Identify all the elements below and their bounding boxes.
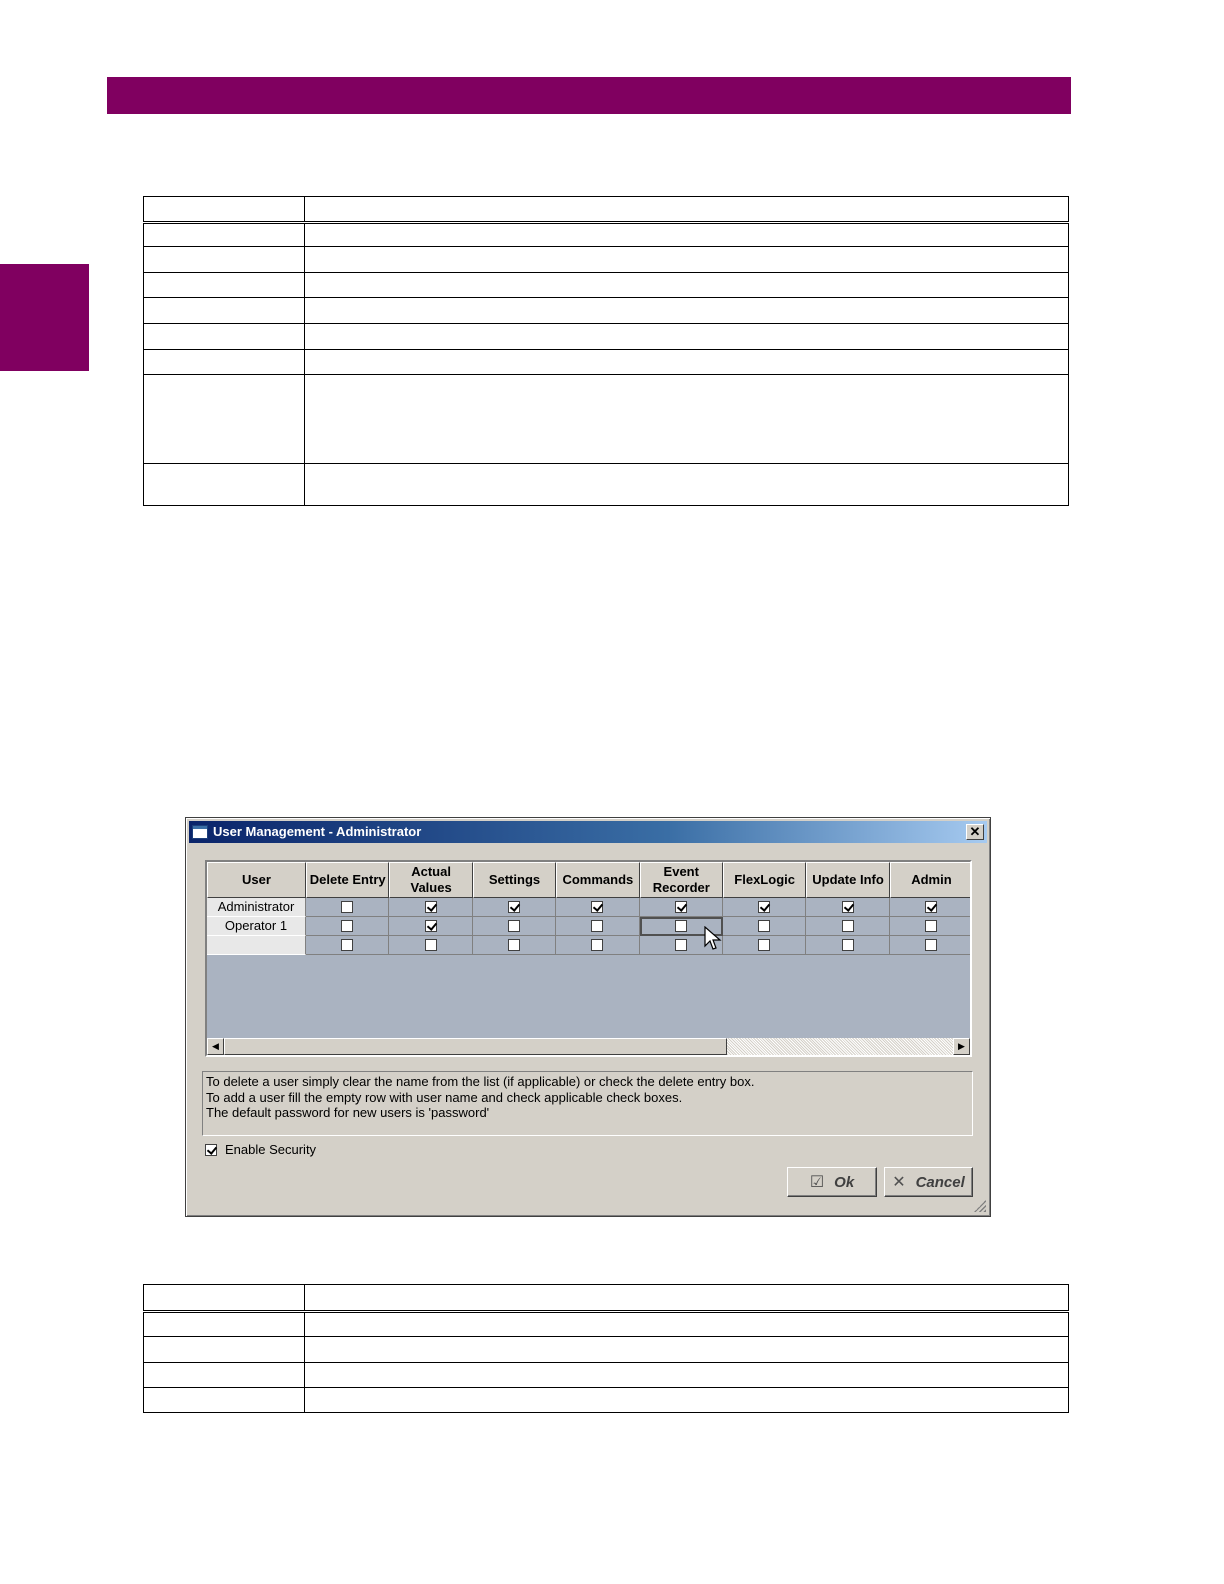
- permission-cell: [473, 936, 556, 955]
- mouse-pointer-icon: [704, 926, 722, 952]
- permission-cell: [389, 917, 472, 936]
- ok-button[interactable]: [787, 1167, 877, 1197]
- user-name-cell[interactable]: Operator 1: [207, 917, 306, 936]
- grid-row: [207, 917, 972, 936]
- enable-security-label: Enable Security: [225, 1142, 317, 1157]
- permission-checkbox[interactable]: [508, 920, 520, 932]
- column-header[interactable]: Update Info: [806, 862, 889, 898]
- scroll-left-button[interactable]: ◀: [207, 1038, 224, 1055]
- permission-checkbox[interactable]: [425, 939, 437, 951]
- permission-checkbox[interactable]: [591, 939, 603, 951]
- permission-checkbox[interactable]: [425, 920, 437, 932]
- resize-grip-icon[interactable]: [974, 1200, 986, 1212]
- permission-cell: [389, 898, 472, 917]
- permission-checkbox[interactable]: [675, 920, 687, 932]
- header-band: [107, 77, 1071, 114]
- permission-checkbox[interactable]: [341, 920, 353, 932]
- enable-security-row[interactable]: [205, 1142, 316, 1157]
- permission-cell: [806, 936, 889, 955]
- column-header[interactable]: Actual Values: [389, 862, 472, 898]
- permission-checkbox[interactable]: [842, 920, 854, 932]
- permission-checkbox[interactable]: [925, 920, 937, 932]
- permission-cell: [723, 917, 806, 936]
- chapter-side-tab: [0, 264, 89, 371]
- permission-cell: [723, 936, 806, 955]
- enable-security-checkbox[interactable]: [205, 1144, 217, 1156]
- permission-cell: [389, 936, 472, 955]
- permission-cell: [890, 917, 972, 936]
- permission-cell: [890, 936, 972, 955]
- column-header[interactable]: User: [207, 862, 306, 898]
- user-permissions-grid: [205, 860, 972, 1057]
- dialog-title: User Management - Administrator: [213, 824, 422, 839]
- column-header[interactable]: Commands: [556, 862, 639, 898]
- window-icon: [192, 825, 208, 839]
- close-button[interactable]: ✕: [966, 824, 984, 840]
- scroll-right-button[interactable]: ▶: [953, 1038, 970, 1055]
- permission-cell: [473, 898, 556, 917]
- column-header[interactable]: Delete Entry: [306, 862, 389, 898]
- permission-cell: [806, 898, 889, 917]
- column-header[interactable]: Event Recorder: [640, 862, 723, 898]
- permission-cell: [556, 917, 639, 936]
- permission-checkbox[interactable]: [341, 939, 353, 951]
- scroll-thumb[interactable]: [224, 1038, 727, 1055]
- permission-cell: [806, 917, 889, 936]
- permission-checkbox[interactable]: [591, 901, 603, 913]
- permission-checkbox[interactable]: [758, 901, 770, 913]
- check-icon: ☑: [809, 1174, 825, 1191]
- cancel-button[interactable]: [884, 1167, 973, 1197]
- permission-cell: [473, 917, 556, 936]
- permission-cell: [556, 936, 639, 955]
- user-name-cell[interactable]: [207, 936, 306, 955]
- info-line-delete: To delete a user simply clear the name from the list (if applicable) or check the delete entry box.: [206, 1074, 755, 1089]
- permission-checkbox[interactable]: [508, 901, 520, 913]
- grid-header-row: [207, 862, 972, 898]
- cancel-label: Cancel: [915, 1173, 965, 1191]
- permission-cell: [890, 898, 972, 917]
- permission-cell: [640, 898, 723, 917]
- permission-checkbox[interactable]: [758, 920, 770, 932]
- permission-checkbox[interactable]: [842, 939, 854, 951]
- permission-checkbox[interactable]: [675, 939, 687, 951]
- permission-checkbox[interactable]: [591, 920, 603, 932]
- info-line-password: The default password for new users is 'password': [206, 1105, 490, 1120]
- info-line-add: To add a user fill the empty row with user name and check applicable check boxes.: [206, 1089, 683, 1105]
- horizontal-scrollbar[interactable]: [207, 1038, 970, 1055]
- permission-cell: [306, 898, 389, 917]
- permission-checkbox[interactable]: [425, 901, 437, 913]
- upper-table: [143, 196, 1069, 506]
- column-header[interactable]: Admin: [890, 862, 972, 898]
- user-name-cell[interactable]: Administrator: [207, 898, 306, 917]
- permission-cell: [306, 917, 389, 936]
- lower-table: [143, 1284, 1069, 1413]
- grid-row: [207, 898, 972, 917]
- permission-cell: [723, 898, 806, 917]
- permission-checkbox[interactable]: [925, 901, 937, 913]
- column-header[interactable]: FlexLogic: [723, 862, 806, 898]
- permission-checkbox[interactable]: [341, 901, 353, 913]
- column-header[interactable]: Settings: [473, 862, 556, 898]
- ok-label: Ok: [834, 1173, 855, 1191]
- grid-row: [207, 936, 972, 955]
- title-bar[interactable]: [189, 821, 987, 843]
- info-box: [202, 1071, 973, 1136]
- permission-cell: [556, 898, 639, 917]
- permission-cell: [306, 936, 389, 955]
- x-icon: ✕: [892, 1174, 906, 1191]
- permission-checkbox[interactable]: [842, 901, 854, 913]
- permission-checkbox[interactable]: [675, 901, 687, 913]
- permission-checkbox[interactable]: [508, 939, 520, 951]
- permission-checkbox[interactable]: [925, 939, 937, 951]
- permission-checkbox[interactable]: [758, 939, 770, 951]
